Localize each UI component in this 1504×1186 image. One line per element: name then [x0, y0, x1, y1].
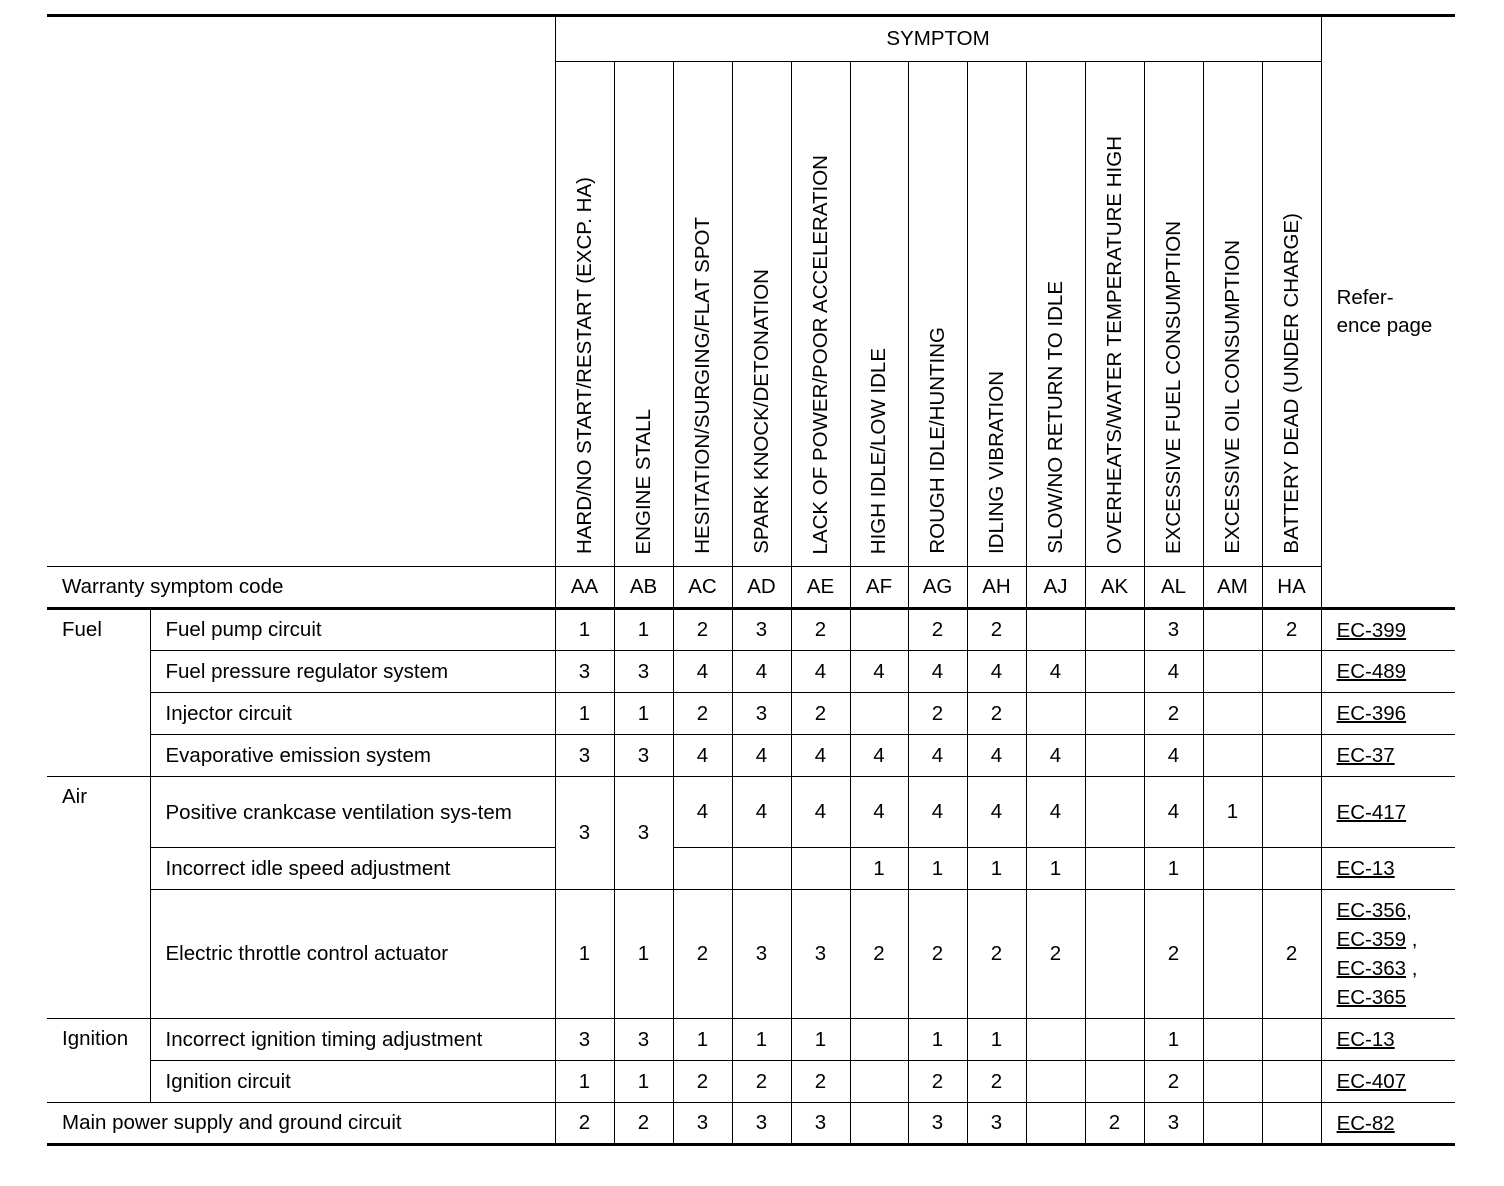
matrix-cell: 4 [1144, 735, 1203, 777]
warranty-code: AB [614, 567, 673, 609]
matrix-cell [1026, 693, 1085, 735]
matrix-cell [1203, 1019, 1262, 1061]
matrix-cell: 3 [732, 1103, 791, 1145]
symptom-name: EXCESSIVE OIL CONSUMPTION [1220, 240, 1244, 554]
matrix-cell: 4 [732, 735, 791, 777]
symptom-name: ENGINE STALL [631, 408, 655, 554]
matrix-cell: 2 [673, 693, 732, 735]
symptom-matrix-table [47, 14, 1455, 1146]
matrix-cell [1262, 735, 1321, 777]
symptom-name: BATTERY DEAD (UNDER CHARGE) [1279, 213, 1303, 554]
symptom-name: LACK OF POWER/POOR ACCELERATION [808, 154, 832, 554]
matrix-cell [1026, 609, 1085, 651]
category-air: Air [47, 777, 150, 1019]
matrix-cell: 2 [967, 890, 1026, 1019]
reference-link[interactable]: EC-365 [1336, 986, 1407, 1009]
matrix-cell: 3 [673, 1103, 732, 1145]
matrix-cell: 2 [1144, 1061, 1203, 1103]
warranty-code: AM [1203, 567, 1262, 609]
matrix-cell: 3 [732, 609, 791, 651]
matrix-cell: 2 [850, 890, 908, 1019]
matrix-cell: 2 [673, 609, 732, 651]
item-label: Fuel pressure regulator system [150, 651, 555, 693]
matrix-cell: 2 [791, 693, 850, 735]
matrix-cell: 3 [908, 1103, 967, 1145]
symptom-header [1026, 62, 1085, 567]
warranty-code: AD [732, 567, 791, 609]
matrix-cell: 2 [732, 1061, 791, 1103]
matrix-cell: 1 [850, 848, 908, 890]
category-ignition: Ignition [47, 1019, 150, 1103]
category-fuel: Fuel [47, 609, 150, 777]
matrix-cell: 1 [1203, 777, 1262, 848]
symptom-header [614, 62, 673, 567]
symptom-title: SYMPTOM [555, 16, 1321, 62]
reference-link[interactable]: EC-399 [1336, 618, 1407, 642]
item-label: Evaporative emission system [150, 735, 555, 777]
matrix-cell [850, 1103, 908, 1145]
symptom-name: SLOW/NO RETURN TO IDLE [1043, 281, 1067, 554]
reference-cell: EC-356, EC-359 , EC-363 , EC-365 [1321, 890, 1455, 1019]
reference-cell [1321, 651, 1455, 693]
matrix-cell [1085, 777, 1144, 848]
matrix-cell: 1 [967, 848, 1026, 890]
matrix-cell: 1 [1144, 1019, 1203, 1061]
matrix-cell [1262, 693, 1321, 735]
reference-cell [1321, 848, 1455, 890]
matrix-cell: 1 [555, 890, 614, 1019]
matrix-cell: 2 [791, 1061, 850, 1103]
matrix-cell: 4 [967, 777, 1026, 848]
matrix-cell: 4 [732, 651, 791, 693]
matrix-cell: 3 [732, 890, 791, 1019]
matrix-cell [1203, 890, 1262, 1019]
reference-cell [1321, 777, 1455, 848]
matrix-cell [1085, 735, 1144, 777]
matrix-cell: 1 [614, 693, 673, 735]
symptom-name: OVERHEATS/WATER TEMPERATURE HIGH [1102, 135, 1126, 554]
symptom-header [908, 62, 967, 567]
symptom-header [555, 62, 614, 567]
symptom-name: EXCESSIVE FUEL CONSUMPTION [1161, 221, 1185, 554]
matrix-cell: 3 [791, 1103, 850, 1145]
matrix-cell [850, 609, 908, 651]
matrix-cell: 3 [555, 777, 614, 890]
item-label: Ignition circuit [150, 1061, 555, 1103]
matrix-cell: 2 [1144, 890, 1203, 1019]
matrix-cell: 4 [1144, 651, 1203, 693]
item-label: Main power supply and ground circuit [47, 1103, 555, 1145]
matrix-cell [1262, 1019, 1321, 1061]
matrix-cell: 2 [908, 1061, 967, 1103]
symptom-header [673, 62, 732, 567]
header-blank [47, 16, 555, 567]
matrix-cell: 1 [555, 1061, 614, 1103]
symptom-header [1085, 62, 1144, 567]
matrix-cell: 4 [791, 651, 850, 693]
reference-link[interactable]: EC-407 [1336, 1070, 1407, 1093]
item-label: Injector circuit [150, 693, 555, 735]
reference-cell [1321, 693, 1455, 735]
matrix-cell: 2 [614, 1103, 673, 1145]
reference-link[interactable]: EC-356 [1336, 899, 1407, 922]
reference-link[interactable]: EC-489 [1336, 660, 1407, 683]
matrix-cell [1085, 609, 1144, 651]
symptom-header [791, 62, 850, 567]
matrix-cell: 1 [1026, 848, 1085, 890]
reference-link[interactable]: EC-13 [1336, 857, 1395, 880]
matrix-cell: 4 [673, 735, 732, 777]
matrix-cell: 1 [967, 1019, 1026, 1061]
matrix-cell: 4 [850, 735, 908, 777]
matrix-cell [1203, 609, 1262, 651]
matrix-cell [1203, 848, 1262, 890]
symptom-name: HARD/NO START/RESTART (EXCP. HA) [572, 176, 596, 554]
matrix-cell: 1 [791, 1019, 850, 1061]
matrix-cell: 4 [967, 735, 1026, 777]
matrix-cell [1085, 651, 1144, 693]
matrix-cell: 4 [908, 735, 967, 777]
matrix-cell: 1 [614, 1061, 673, 1103]
matrix-cell [673, 848, 732, 890]
matrix-cell: 2 [908, 609, 967, 651]
warranty-code: AL [1144, 567, 1203, 609]
matrix-cell: 2 [908, 693, 967, 735]
item-label: Positive crankcase ventilation sys-tem [150, 777, 555, 848]
matrix-cell: 3 [732, 693, 791, 735]
reference-page-header [1321, 16, 1455, 609]
matrix-cell [850, 1061, 908, 1103]
matrix-cell: 3 [555, 1019, 614, 1061]
matrix-cell: 2 [1262, 609, 1321, 651]
matrix-cell [1262, 1103, 1321, 1145]
matrix-cell: 2 [1026, 890, 1085, 1019]
matrix-cell: 4 [1026, 777, 1085, 848]
matrix-cell: 1 [732, 1019, 791, 1061]
warranty-code-label: Warranty symptom code [47, 567, 555, 609]
reference-link[interactable]: EC-363 [1336, 957, 1407, 980]
matrix-cell: 3 [614, 777, 673, 890]
warranty-code: HA [1262, 567, 1321, 609]
matrix-cell: 2 [967, 609, 1026, 651]
matrix-cell: 1 [673, 1019, 732, 1061]
matrix-cell: 2 [673, 1061, 732, 1103]
warranty-code: AA [555, 567, 614, 609]
reference-header-line1: Refer- [1336, 286, 1394, 309]
matrix-cell: 1 [908, 1019, 967, 1061]
reference-header-line2: ence page [1336, 314, 1433, 337]
reference-cell [1321, 1061, 1455, 1103]
matrix-cell: 1 [555, 693, 614, 735]
matrix-cell [1203, 1103, 1262, 1145]
matrix-cell: 4 [850, 651, 908, 693]
matrix-cell: 2 [555, 1103, 614, 1145]
reference-cell [1321, 609, 1455, 651]
item-label: Incorrect idle speed adjustment [150, 848, 555, 890]
reference-cell [1321, 1103, 1455, 1145]
matrix-cell: 4 [908, 777, 967, 848]
matrix-cell [850, 1019, 908, 1061]
matrix-cell [1203, 651, 1262, 693]
matrix-cell [732, 848, 791, 890]
matrix-cell [1026, 1019, 1085, 1061]
matrix-cell: 4 [1144, 777, 1203, 848]
reference-link[interactable]: EC-396 [1336, 702, 1407, 725]
matrix-cell [1085, 1061, 1144, 1103]
item-label: Incorrect ignition timing adjustment [150, 1019, 555, 1061]
matrix-cell: 2 [967, 693, 1026, 735]
matrix-cell: 1 [555, 609, 614, 651]
symptom-name: HIGH IDLE/LOW IDLE [867, 347, 890, 554]
matrix-cell [1203, 693, 1262, 735]
symptom-name: SPARK KNOCK/DETONATION [749, 269, 773, 554]
warranty-code: AK [1085, 567, 1144, 609]
matrix-cell [1085, 1019, 1144, 1061]
matrix-cell [1203, 735, 1262, 777]
reference-link[interactable]: EC-37 [1336, 744, 1395, 767]
matrix-cell: 2 [1144, 693, 1203, 735]
matrix-cell [1262, 1061, 1321, 1103]
matrix-cell: 1 [614, 890, 673, 1019]
matrix-cell: 4 [908, 651, 967, 693]
symptom-header [967, 62, 1026, 567]
matrix-cell [1026, 1061, 1085, 1103]
matrix-cell: 3 [614, 735, 673, 777]
symptom-header [850, 62, 908, 567]
matrix-cell: 4 [791, 735, 850, 777]
matrix-cell [850, 693, 908, 735]
matrix-cell: 4 [791, 777, 850, 848]
symptom-name: ROUGH IDLE/HUNTING [925, 327, 949, 554]
matrix-cell: 3 [614, 651, 673, 693]
matrix-cell: 3 [614, 1019, 673, 1061]
warranty-code: AE [791, 567, 850, 609]
symptom-name: HESITATION/SURGING/FLAT SPOT [690, 217, 714, 554]
symptom-header [1203, 62, 1262, 567]
reference-link[interactable]: EC-82 [1336, 1111, 1395, 1135]
warranty-code: AH [967, 567, 1026, 609]
matrix-cell: 2 [791, 609, 850, 651]
matrix-cell [1262, 848, 1321, 890]
matrix-cell: 1 [1144, 848, 1203, 890]
reference-link[interactable]: EC-417 [1336, 800, 1407, 824]
matrix-cell: 4 [1026, 651, 1085, 693]
matrix-cell: 4 [732, 777, 791, 848]
warranty-code: AF [850, 567, 908, 609]
matrix-cell: 2 [673, 890, 732, 1019]
matrix-cell: 3 [1144, 1103, 1203, 1145]
reference-cell [1321, 735, 1455, 777]
matrix-cell: 1 [614, 609, 673, 651]
matrix-cell: 4 [673, 777, 732, 848]
matrix-cell: 2 [908, 890, 967, 1019]
matrix-cell [1085, 890, 1144, 1019]
matrix-cell: 3 [1144, 609, 1203, 651]
matrix-cell: 4 [850, 777, 908, 848]
matrix-cell [791, 848, 850, 890]
matrix-cell: 2 [1085, 1103, 1144, 1145]
matrix-cell: 4 [1026, 735, 1085, 777]
matrix-cell: 3 [555, 735, 614, 777]
matrix-cell: 2 [967, 1061, 1026, 1103]
matrix-cell: 3 [791, 890, 850, 1019]
warranty-code: AJ [1026, 567, 1085, 609]
warranty-code: AC [673, 567, 732, 609]
matrix-cell: 4 [967, 651, 1026, 693]
matrix-cell: 3 [967, 1103, 1026, 1145]
matrix-cell: 2 [1262, 890, 1321, 1019]
matrix-cell [1262, 651, 1321, 693]
item-label: Electric throttle control actuator [150, 890, 555, 1019]
matrix-cell [1262, 777, 1321, 848]
reference-cell [1321, 1019, 1455, 1061]
symptom-header [1262, 62, 1321, 567]
item-label: Fuel pump circuit [150, 609, 555, 651]
symptom-header [732, 62, 791, 567]
symptom-name: IDLING VIBRATION [984, 370, 1008, 554]
matrix-cell: 1 [908, 848, 967, 890]
reference-link[interactable]: EC-13 [1336, 1028, 1395, 1051]
reference-link[interactable]: EC-359 [1336, 928, 1407, 951]
warranty-code: AG [908, 567, 967, 609]
matrix-cell [1203, 1061, 1262, 1103]
matrix-cell: 3 [555, 651, 614, 693]
matrix-cell [1085, 693, 1144, 735]
symptom-header [1144, 62, 1203, 567]
matrix-cell: 4 [673, 651, 732, 693]
matrix-cell [1085, 848, 1144, 890]
matrix-cell [1026, 1103, 1085, 1145]
